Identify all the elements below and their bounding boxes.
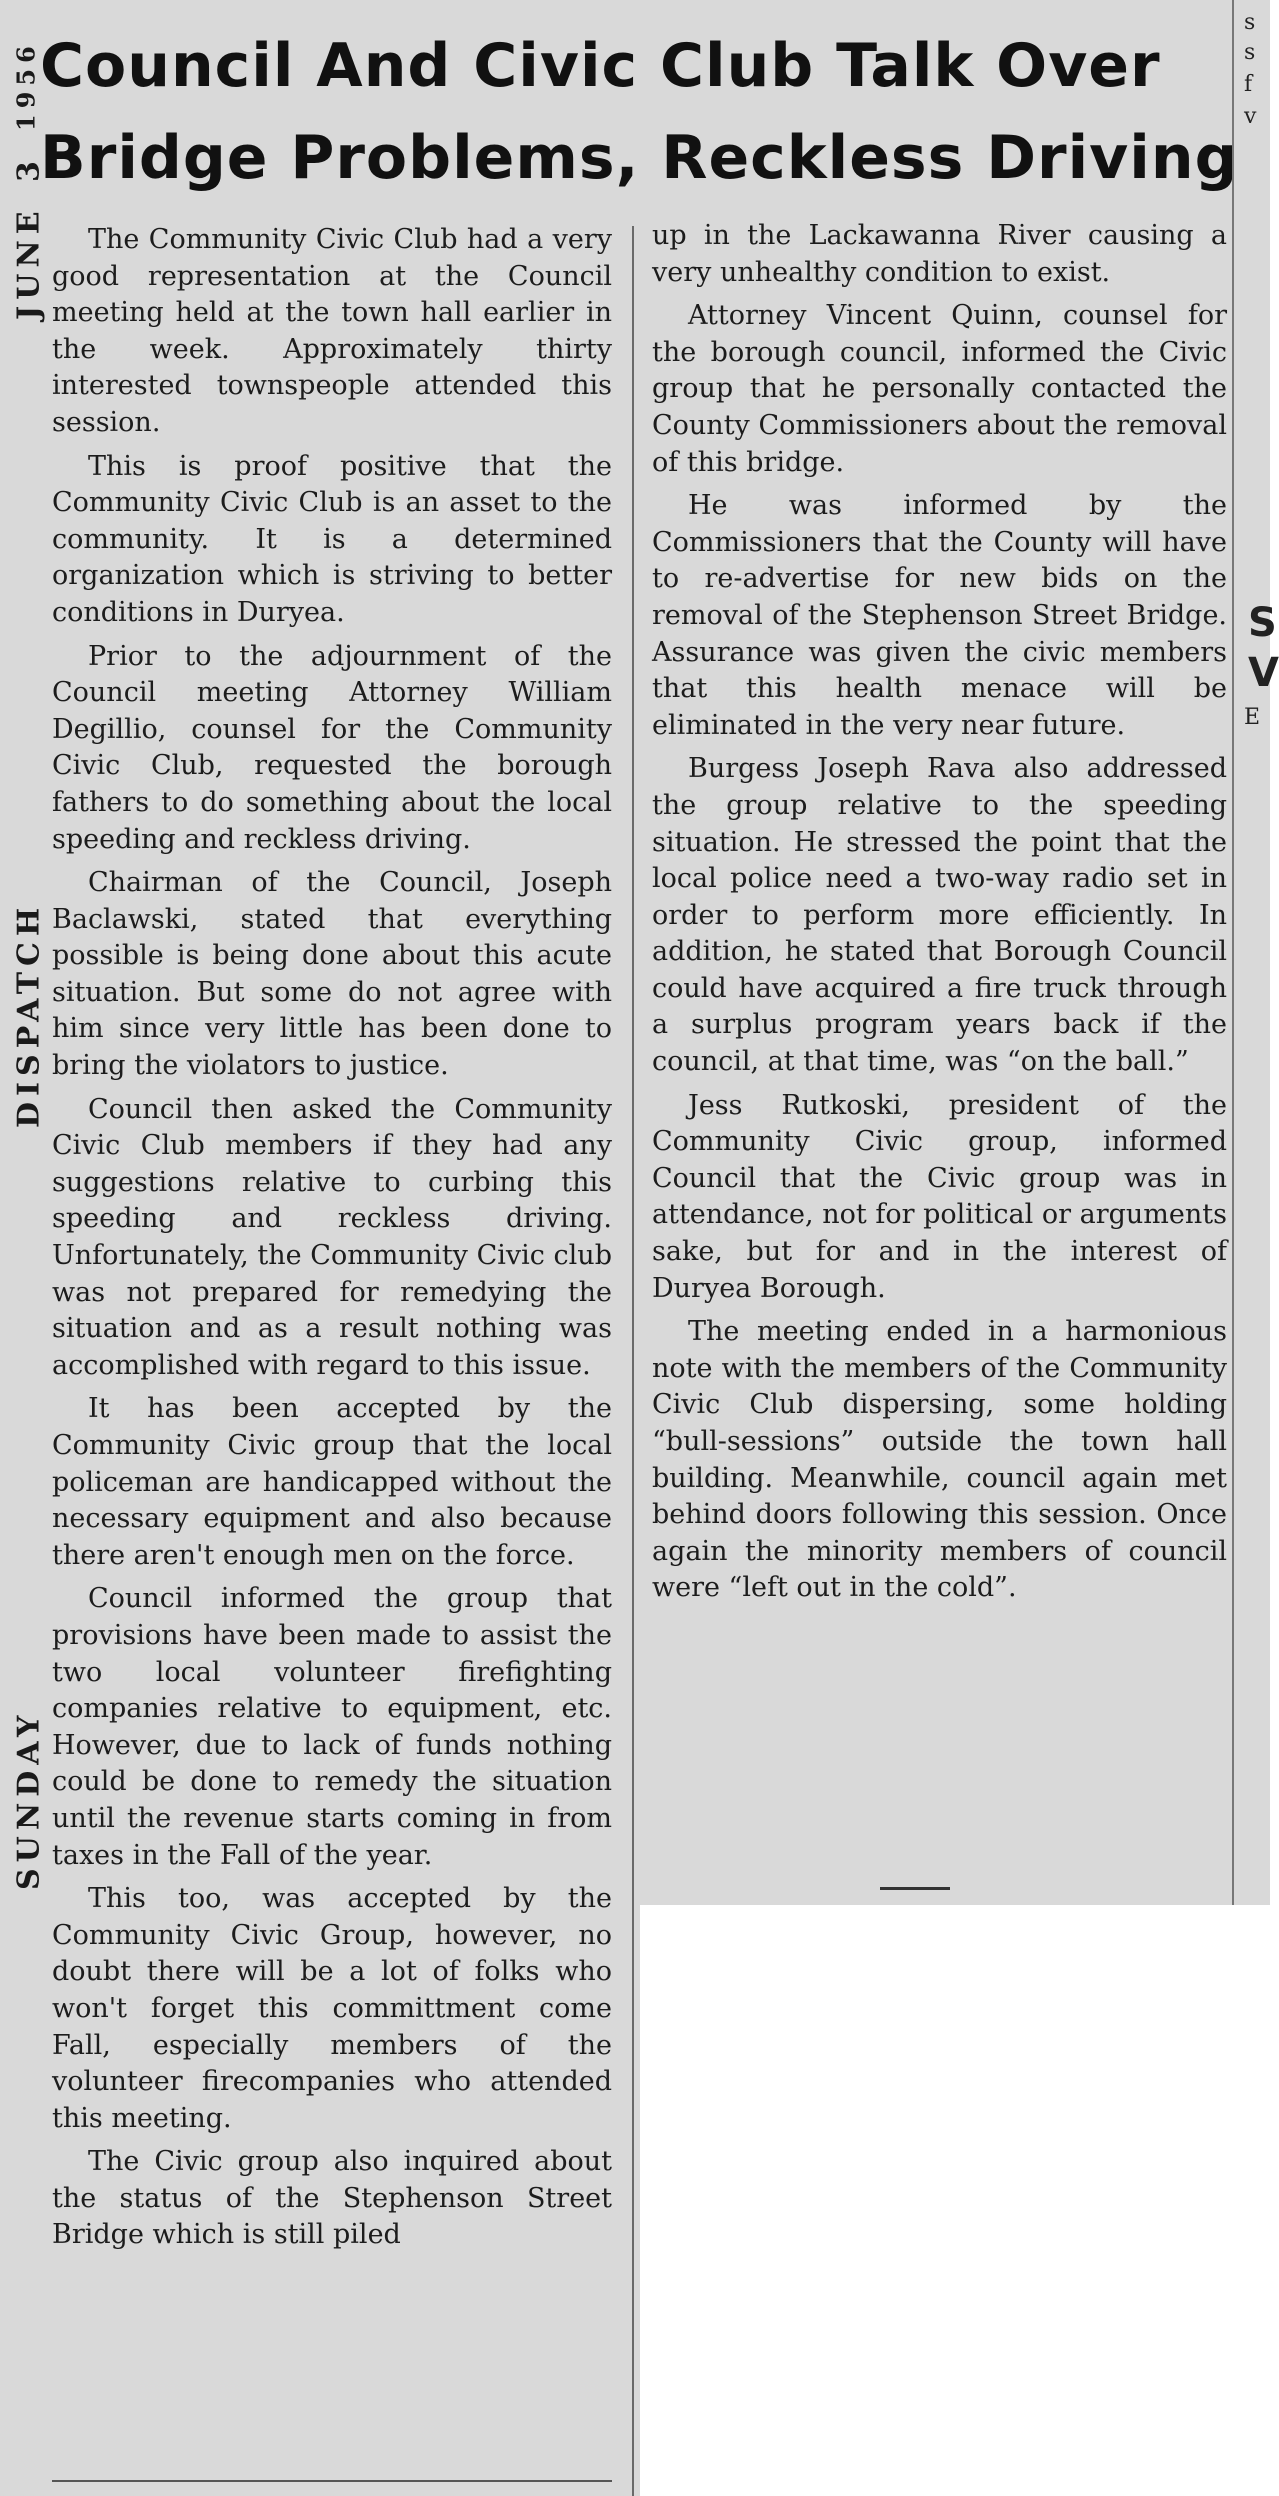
article-end-rule: [880, 1887, 950, 1890]
paragraph: Chairman of the Council, Joseph Baclawski, stated that everything possible is being done about this acute situation. But some do not agree with him since very little has been done to bring the violators to justice.: [52, 867, 612, 1082]
dateline-day-number: 3: [11, 154, 47, 182]
column-divider: [632, 226, 634, 2496]
article-headline: [40, 20, 1240, 204]
dateline-day: SUNDAY: [11, 1709, 47, 1890]
paragraph: The meeting ended in a harmonious note with the members of the Community Civic Club dispersing, some holding “bull-sessions” outside the town hall building. Meanwhile, council again met behind doors following this session. Once again the minority members of council were “left out in the cold”.: [652, 1316, 1227, 1604]
paragraph: Council then asked the Community Civic Club members if they had any suggestions relative to curbing this speeding and reckless driving. Unfortunately, the Community Civic club was not prepared for remedying the situation and as a result nothing was accomplished with regard to this issue.: [52, 1093, 612, 1381]
headline-line-1: Council And Civic Club Talk Over: [40, 31, 1161, 101]
paragraph: Jess Rutkoski, president of the Community Civic group, informed Council that the Civic group was in attendance, not for political or arguments sake, but for and in the interest of Duryea Borough.: [652, 1089, 1227, 1304]
article-column-left: [52, 222, 612, 2261]
dateline-vertical: [0, 40, 56, 1900]
article-column-right: [652, 218, 1227, 1614]
headline-line-2: Bridge Problems, Reckless Driving: [40, 123, 1239, 193]
adjacent-article-edge: s s f v S V E: [1232, 0, 1272, 1905]
paragraph: Burgess Joseph Rava also addressed the group relative to the speeding situation. He stressed the point that the local police need a two-way radio set in order to perform more efficiently. In addition, he stated that Borough Council could have acquired a fire truck through a surplus program years back if the council, at that time, was “on the ball.”: [652, 753, 1227, 1078]
dateline-month: JUNE: [11, 205, 47, 321]
dateline-paper: DISPATCH: [11, 901, 47, 1129]
paragraph: Prior to the adjournment of the Council meeting Attorney William Degillio, counsel for the Community Civic Club, requested the borough fathers to do something about the local speeding and reckless driving.: [52, 640, 612, 855]
paragraph: Council informed the group that provisions have been made to assist the two local volunteer firefighting companies relative to equipment, etc. However, due to lack of funds nothing could be done to remedy the situation until the revenue starts coming in from taxes in the Fall of the year.: [52, 1583, 612, 1871]
paragraph: This is proof positive that the Community Civic Club is an asset to the community. It is a determined organization which is striving to better conditions in Duryea.: [52, 450, 612, 628]
blank-area: [640, 1905, 1270, 2496]
dateline-year: 1956: [11, 40, 41, 131]
paragraph: This too, was accepted by the Community Civic Group, however, no doubt there will be a lot of folks who won't forget this committment come Fall, especially members of the volunteer firecompanies who attended this meeting.: [52, 1883, 612, 2134]
paragraph-continued: up in the Lackawanna River causing a very unhealthy condition to exist.: [652, 220, 1227, 288]
paragraph: It has been accepted by the Community Civic group that the local policeman are handicapped without the necessary equipment and also because there aren't enough men on the force.: [52, 1393, 612, 1571]
paragraph: He was informed by the Commissioners that the County will have to re-advertise for new bids on the removal of the Stephenson Street Bridge. Assurance was given the civic members that this health menace will be eliminated in the very near future.: [652, 490, 1227, 741]
bottom-rule: [52, 2480, 612, 2482]
paragraph: The Community Civic Club had a very good representation at the Council meeting held at the town hall earlier in the week. Approximately thirty interested townspeople attended this session.: [52, 224, 612, 438]
paragraph: The Civic group also inquired about the status of the Stephenson Street Bridge which is still piled: [52, 2146, 612, 2251]
paragraph: Attorney Vincent Quinn, counsel for the borough council, informed the Civic group that he personally contacted the County Commissioners about the removal of this bridge.: [652, 300, 1227, 478]
